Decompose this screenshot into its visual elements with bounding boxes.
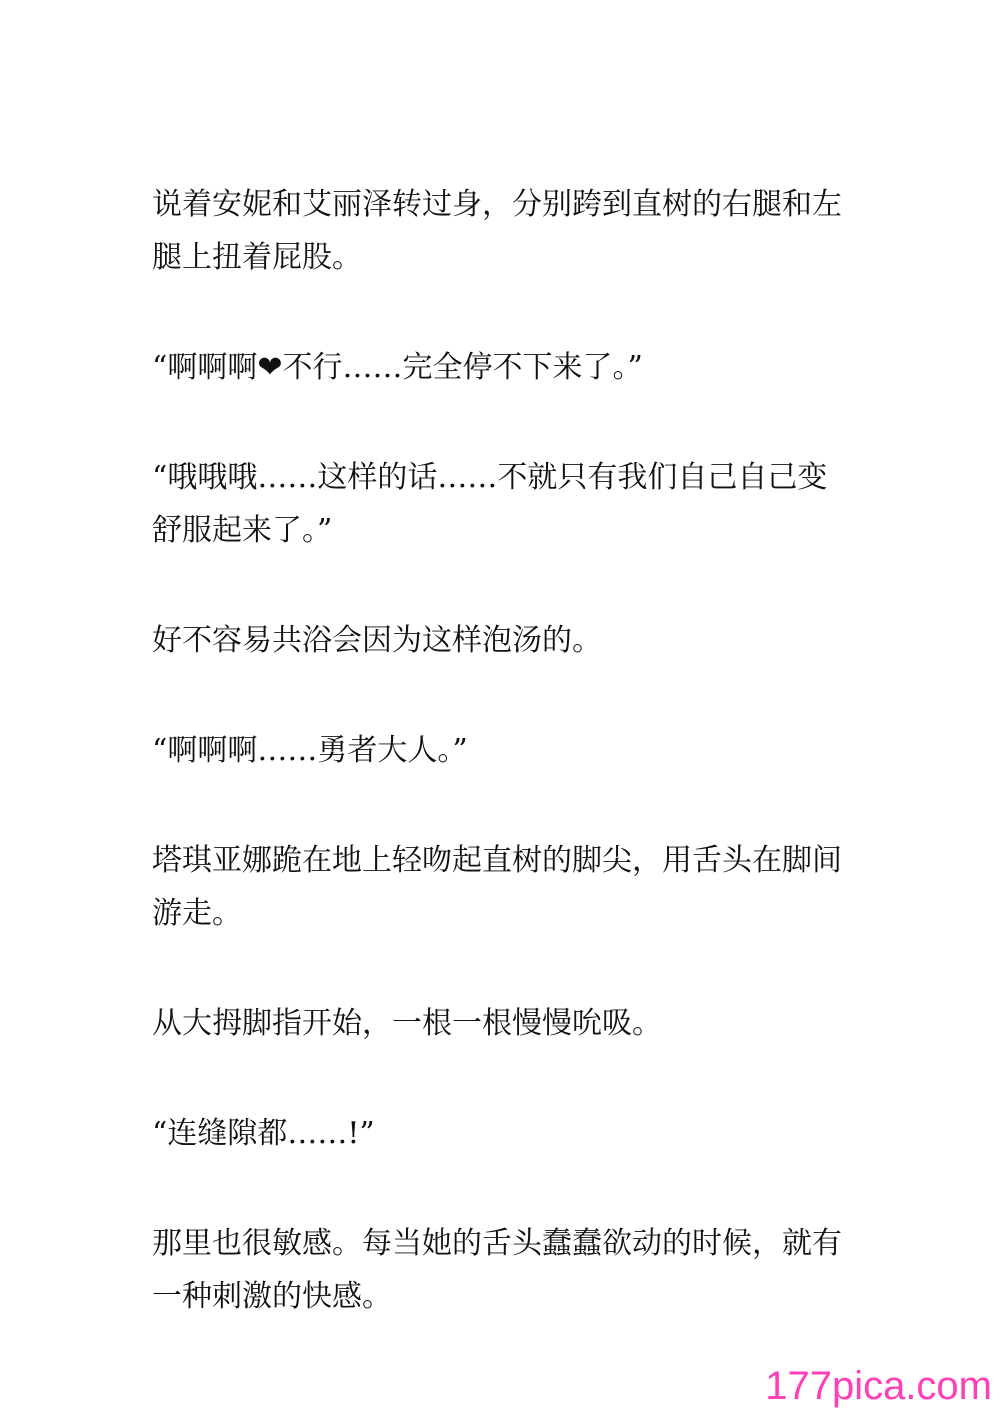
paragraph: 塔琪亚娜跪在地上轻吻起直树的脚尖，用舌头在脚间游走。 [152, 843, 842, 931]
dialogue-paragraph: “啊啊啊❤不行……完全停不下来了。” [152, 350, 643, 385]
dialogue-paragraph: “哦哦哦……这样的话……不就只有我们自己自己变舒服起来了。” [152, 460, 828, 548]
paragraph: 那里也很敏感。每当她的舌头蠢蠢欲动的时候，就有一种刺激的快感。 [152, 1226, 842, 1314]
watermark-logo: 177pica.com [765, 1364, 992, 1408]
story-text [152, 178, 852, 1380]
paragraph: 好不容易共浴会因为这样泡汤的。 [152, 623, 602, 658]
paragraph: 从大拇脚指开始，一根一根慢慢吮吸。 [152, 1006, 662, 1041]
dialogue-paragraph: “啊啊啊……勇者大人。” [152, 733, 468, 768]
paragraph: 说着安妮和艾丽泽转过身，分别跨到直树的右腿和左腿上扭着屁股。 [152, 187, 842, 275]
dialogue-paragraph: “连缝隙都……!” [152, 1116, 375, 1151]
